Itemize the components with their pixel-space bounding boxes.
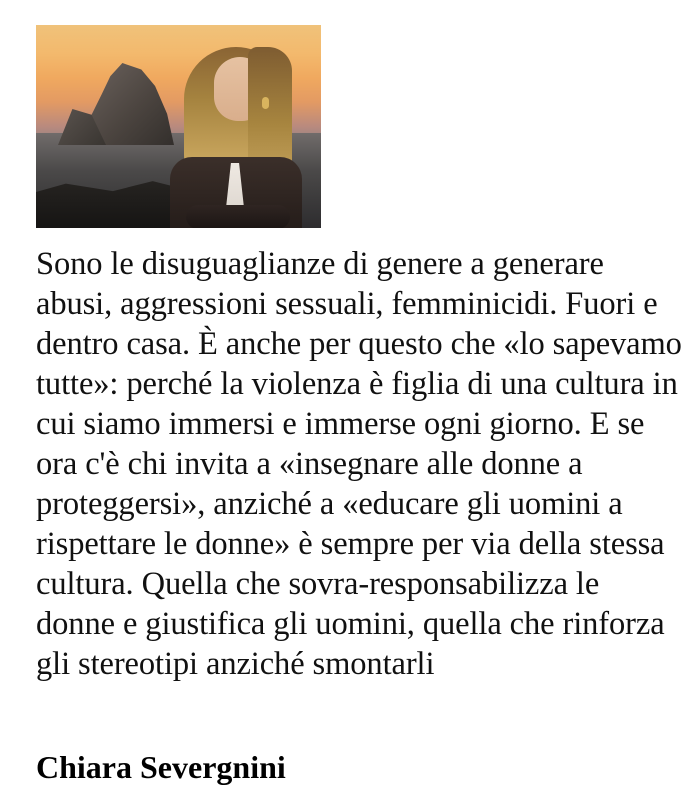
photo-sky [36,25,321,228]
person-earring [262,97,269,109]
person-arms [186,205,290,228]
quote-text: Sono le disuguaglianze di genere a generare abusi, aggressioni sessuali, femminicidi. Fuori e dentro casa. È anche per questo che «lo sapevamo tutte»: perché la violenza è figlia di una cultura in cui siamo immersi e immerse ogni giorno. E se ora c'è chi invita a «insegnare alle donne a proteggersi», anziché a «educare gli uomini a rispettare le donne» è sempre per via della stessa cultura. Quella che sovra-responsabilizza le donne e giustifica gli uomini, quella che rinforza gli stereotipi anziché smontarli [36,246,690,682]
portrait-photo [36,25,321,228]
author-byline: Chiara Severgnini [36,749,286,785]
photo-person [162,39,312,228]
